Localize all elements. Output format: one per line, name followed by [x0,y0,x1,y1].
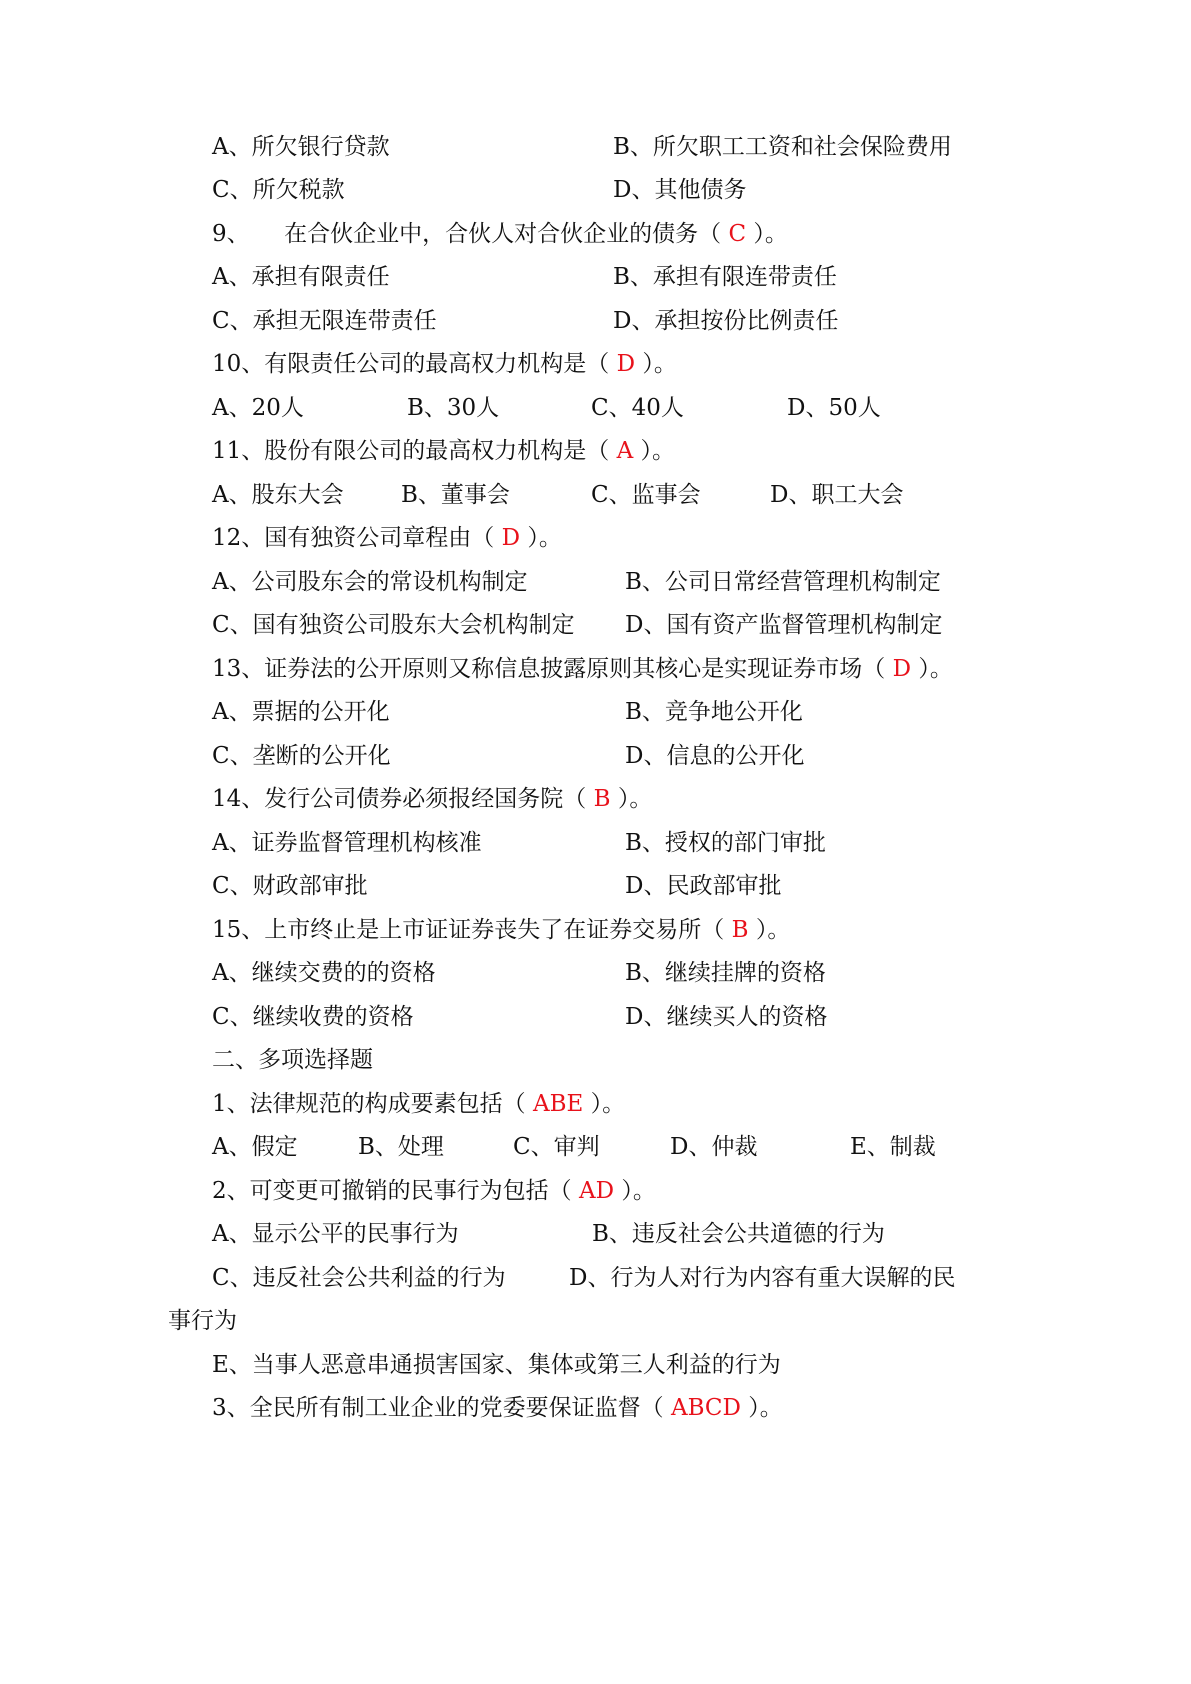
q8-option-b: B、所欠职工工资和社会保险费用 [613,134,952,160]
q9-option-c: C、承担无限连带责任 [212,308,437,334]
m1-option-e: E、制裁 [850,1134,936,1160]
q8-option-d: D、其他债务 [613,177,747,203]
q12-stem-end: ）。 [527,525,562,551]
m1-option-b: B、处理 [358,1134,444,1160]
m2-answer: AD [578,1178,615,1204]
q12-option-a: A、公司股东会的常设机构制定 [212,569,528,595]
m2-stem-end: ）。 [621,1178,656,1204]
q15-stem-text: 15、上市终止是上市证证券丧失了在证券交易所（ [212,917,725,943]
m1-stem [212,1089,625,1119]
q15-option-c: C、继续收费的资格 [212,1004,414,1030]
q13-stem-end: ）。 [918,656,953,682]
m2-option-d: D、行为人对行为内容有重大误解的民 [569,1265,956,1291]
q11-option-d: D、职工大会 [770,482,904,508]
q12-stem [212,523,562,553]
m2-option-a: A、显示公平的民事行为 [212,1221,459,1247]
q10-option-d: D、50人 [787,395,881,421]
m2-option-c: C、违反社会公共利益的行为 [212,1265,506,1291]
m3-answer: ABCD [670,1395,741,1421]
q11-answer: A [616,438,634,464]
q15-option-d: D、继续买人的资格 [625,1004,828,1030]
q13-option-c: C、垄断的公开化 [212,743,391,769]
q14-option-d: D、民政部审批 [625,873,782,899]
q15-answer: B [731,917,749,943]
q14-answer: B [593,786,611,812]
q11-option-b: B、董事会 [401,482,510,508]
q12-answer: D [501,525,521,551]
q8-option-a: A、所欠银行贷款 [212,134,390,160]
q15-option-b: B、继续挂牌的资格 [625,960,826,986]
q13-option-d: D、信息的公开化 [625,743,805,769]
q11-stem-end: ）。 [640,438,676,464]
q11-option-a: A、股东大会 [212,482,344,508]
q14-option-c: C、财政部审批 [212,873,368,899]
m2-option-d-continued: 事行为 [168,1308,237,1334]
q9-stem-text: 9、 在合伙企业中，合伙人对合伙企业的债务（ [212,221,722,247]
q10-option-c: C、40人 [591,395,684,421]
q12-option-c: C、国有独资公司股东大会机构制定 [212,612,575,638]
q8-option-c: C、所欠税款 [212,177,345,203]
q10-stem-end: ）。 [642,351,677,377]
m1-option-d: D、仲裁 [670,1134,758,1160]
q15-stem-end: ）。 [755,917,791,943]
m2-stem [212,1176,656,1206]
q14-stem-text: 14、发行公司债券必须报经国务院（ [212,786,587,812]
m3-stem [212,1393,783,1423]
q10-stem-text: 10、有限责任公司的最高权力机构是（ [212,351,610,377]
q15-stem [212,915,790,945]
q9-option-a: A、承担有限责任 [212,264,390,290]
q9-answer: C [728,221,747,247]
q10-stem [212,349,677,379]
q14-stem-end: ）。 [617,786,653,812]
m2-stem-text: 2、可变更可撤销的民事行为包括（ [212,1178,572,1204]
q9-stem [212,219,788,249]
m2-option-b: B、违反社会公共道德的行为 [592,1221,885,1247]
m1-stem-text: 1、法律规范的构成要素包括（ [212,1091,526,1117]
m3-stem-text: 3、全民所有制工业企业的党委要保证监督（ [212,1395,664,1421]
q13-answer: D [892,656,912,682]
q9-option-d: D、承担按份比例责任 [613,308,839,334]
q11-option-c: C、监事会 [591,482,701,508]
m1-option-a: A、假定 [212,1134,298,1160]
q9-option-b: B、承担有限连带责任 [613,264,837,290]
m2-option-e: E、当事人恶意串通损害国家、集体或第三人利益的行为 [212,1352,781,1378]
m1-stem-end: ）。 [590,1091,626,1117]
m1-option-c: C、审判 [513,1134,600,1160]
q14-option-b: B、授权的部门审批 [625,830,826,856]
m3-stem-end: ）。 [748,1395,783,1421]
q12-option-b: B、公司日常经营管理机构制定 [625,569,941,595]
q14-stem [212,784,652,814]
q15-option-a: A、继续交费的的资格 [212,960,436,986]
q13-option-a: A、票据的公开化 [212,699,390,725]
q10-option-a: A、20人 [212,395,304,421]
m1-answer: ABE [532,1091,584,1117]
q11-stem [212,436,675,466]
q10-option-b: B、30人 [407,395,500,421]
q10-answer: D [616,351,636,377]
q12-option-d: D、国有资产监督管理机构制定 [625,612,943,638]
q11-stem-text: 11、股份有限公司的最高权力机构是（ [212,438,610,464]
q13-option-b: B、竞争地公开化 [625,699,803,725]
q12-stem-text: 12、国有独资公司章程由（ [212,525,495,551]
q13-stem-text: 13、证券法的公开原则又称信息披露原则其核心是实现证券市场（ [212,656,886,682]
q14-option-a: A、证券监督管理机构核准 [212,830,482,856]
section-2-heading: 二、多项选择题 [212,1047,373,1073]
q13-stem [212,654,953,684]
q9-stem-end: ）。 [753,221,788,247]
